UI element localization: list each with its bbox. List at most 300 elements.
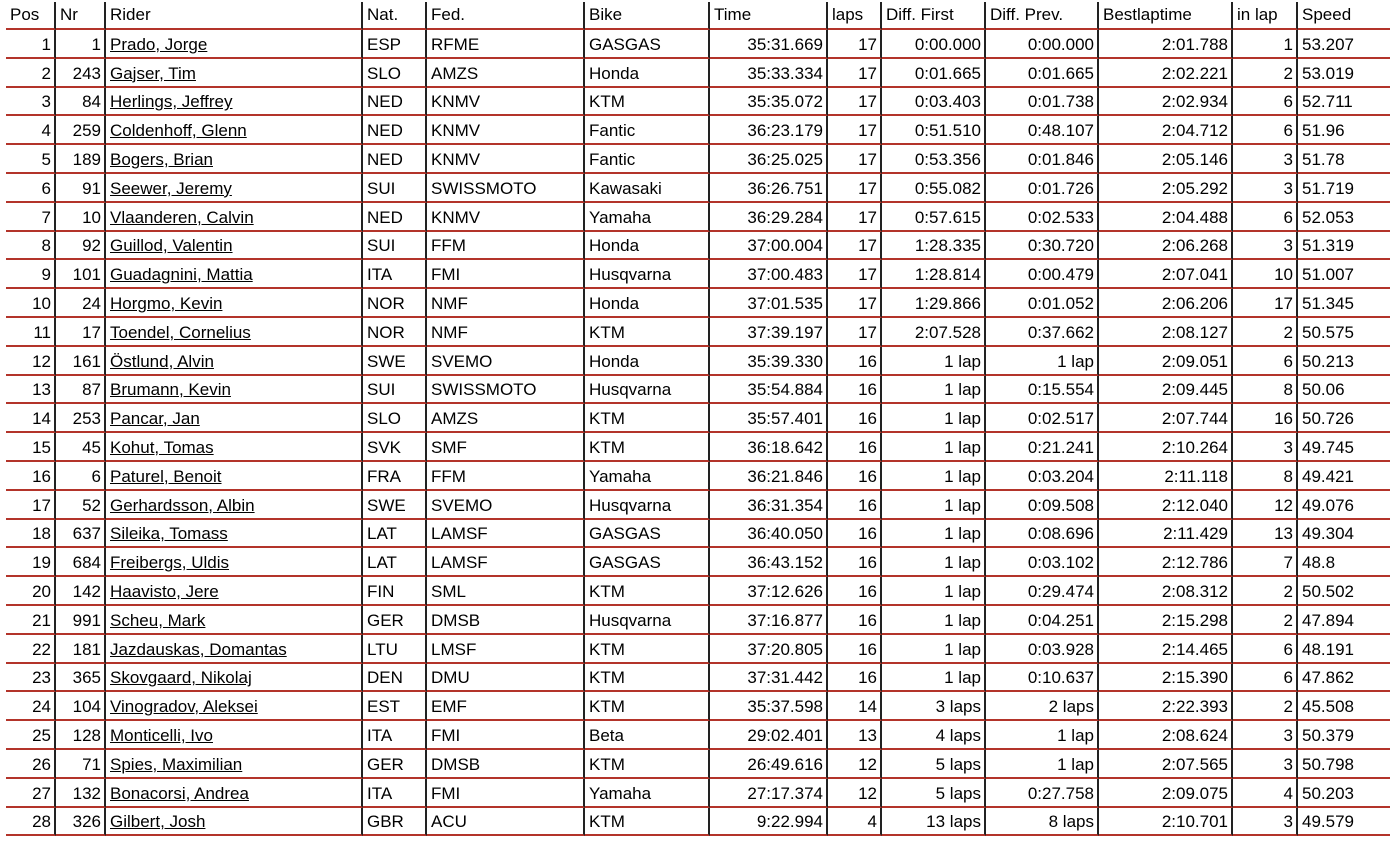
diff-prev-cell: 2 laps — [986, 692, 1099, 721]
rider-link[interactable]: Jazdauskas, Domantas — [110, 639, 287, 659]
pos-cell: 3 — [6, 88, 56, 117]
speed-cell: 49.579 — [1298, 808, 1390, 837]
bestlaptime-cell: 2:05.146 — [1099, 145, 1233, 174]
rider-cell — [106, 462, 363, 491]
time-cell: 35:39.330 — [710, 347, 828, 376]
speed-cell: 49.745 — [1298, 433, 1390, 462]
speed-cell: 47.862 — [1298, 664, 1390, 693]
laps-cell: 17 — [828, 59, 882, 88]
diff-prev-cell: 0:48.107 — [986, 116, 1099, 145]
rider-cell — [106, 491, 363, 520]
table-row — [6, 30, 1390, 59]
pos-cell: 13 — [6, 376, 56, 405]
fed-cell: LAMSF — [427, 520, 585, 549]
laps-cell: 16 — [828, 376, 882, 405]
speed-cell: 53.019 — [1298, 59, 1390, 88]
pos-cell: 22 — [6, 635, 56, 664]
diff-prev-cell: 0:04.251 — [986, 606, 1099, 635]
bike-cell: KTM — [585, 433, 710, 462]
laps-cell: 16 — [828, 606, 882, 635]
diff-first-cell: 1 lap — [882, 548, 986, 577]
bestlaptime-cell: 2:06.206 — [1099, 289, 1233, 318]
bestlaptime-cell: 2:01.788 — [1099, 30, 1233, 59]
rider-link[interactable]: Guillod, Valentin — [110, 236, 233, 256]
in-lap-cell: 1 — [1233, 30, 1298, 59]
rider-link[interactable]: Monticelli, Ivo — [110, 725, 213, 745]
diff-first-cell: 1 lap — [882, 577, 986, 606]
in-lap-cell: 13 — [1233, 520, 1298, 549]
diff-first-cell: 1 lap — [882, 635, 986, 664]
bike-cell: Beta — [585, 721, 710, 750]
rider-cell — [106, 433, 363, 462]
table-row — [6, 808, 1390, 837]
bike-cell: Fantic — [585, 116, 710, 145]
time-cell: 37:00.004 — [710, 232, 828, 261]
diff-prev-cell: 0:01.846 — [986, 145, 1099, 174]
table-row — [6, 116, 1390, 145]
diff-first-cell: 0:01.665 — [882, 59, 986, 88]
bestlaptime-cell: 2:07.744 — [1099, 404, 1233, 433]
laps-cell: 16 — [828, 347, 882, 376]
bike-cell: Kawasaki — [585, 174, 710, 203]
rider-link[interactable]: Paturel, Benoit — [110, 466, 222, 486]
nat-cell: ESP — [363, 30, 427, 59]
col-header-nat: Nat. — [363, 2, 427, 30]
rider-link[interactable]: Coldenhoff, Glenn — [110, 121, 247, 141]
pos-cell: 21 — [6, 606, 56, 635]
time-cell: 37:00.483 — [710, 260, 828, 289]
bike-cell: Yamaha — [585, 203, 710, 232]
fed-cell: ACU — [427, 808, 585, 837]
rider-link[interactable]: Toendel, Cornelius — [110, 322, 251, 342]
nat-cell: SWE — [363, 347, 427, 376]
diff-prev-cell: 0:10.637 — [986, 664, 1099, 693]
rider-link[interactable]: Prado, Jorge — [110, 34, 208, 54]
diff-first-cell: 0:51.510 — [882, 116, 986, 145]
col-header-diff-prev: Diff. Prev. — [986, 2, 1099, 30]
laps-cell: 16 — [828, 491, 882, 520]
nr-cell: 91 — [56, 174, 106, 203]
fed-cell: FMI — [427, 260, 585, 289]
bestlaptime-cell: 2:15.298 — [1099, 606, 1233, 635]
rider-link[interactable]: Kohut, Tomas — [110, 437, 214, 457]
in-lap-cell: 2 — [1233, 692, 1298, 721]
diff-prev-cell: 0:08.696 — [986, 520, 1099, 549]
table-row — [6, 520, 1390, 549]
pos-cell: 17 — [6, 491, 56, 520]
diff-prev-cell: 0:09.508 — [986, 491, 1099, 520]
bike-cell: GASGAS — [585, 520, 710, 549]
in-lap-cell: 6 — [1233, 635, 1298, 664]
rider-cell — [106, 347, 363, 376]
bestlaptime-cell: 2:08.312 — [1099, 577, 1233, 606]
table-row — [6, 404, 1390, 433]
bestlaptime-cell: 2:04.712 — [1099, 116, 1233, 145]
rider-link[interactable]: Skovgaard, Nikolaj — [110, 668, 252, 688]
nat-cell: ITA — [363, 779, 427, 808]
bike-cell: KTM — [585, 404, 710, 433]
pos-cell: 9 — [6, 260, 56, 289]
col-header-laps: laps — [828, 2, 882, 30]
diff-prev-cell: 0:30.720 — [986, 232, 1099, 261]
laps-cell: 17 — [828, 30, 882, 59]
rider-cell — [106, 808, 363, 837]
rider-link[interactable]: Gerhardsson, Albin — [110, 495, 255, 515]
in-lap-cell: 8 — [1233, 462, 1298, 491]
rider-link[interactable]: Herlings, Jeffrey — [110, 92, 233, 112]
time-cell: 37:01.535 — [710, 289, 828, 318]
time-cell: 37:20.805 — [710, 635, 828, 664]
diff-prev-cell: 0:03.204 — [986, 462, 1099, 491]
laps-cell: 16 — [828, 635, 882, 664]
nat-cell: SUI — [363, 174, 427, 203]
laps-cell: 16 — [828, 520, 882, 549]
pos-cell: 15 — [6, 433, 56, 462]
diff-prev-cell: 0:15.554 — [986, 376, 1099, 405]
diff-first-cell: 1:28.335 — [882, 232, 986, 261]
col-header-fed: Fed. — [427, 2, 585, 30]
table-row — [6, 145, 1390, 174]
table-row — [6, 433, 1390, 462]
laps-cell: 17 — [828, 116, 882, 145]
pos-cell: 4 — [6, 116, 56, 145]
nr-cell: 104 — [56, 692, 106, 721]
bestlaptime-cell: 2:15.390 — [1099, 664, 1233, 693]
nr-cell: 161 — [56, 347, 106, 376]
time-cell: 35:57.401 — [710, 404, 828, 433]
col-header-nr: Nr — [56, 2, 106, 30]
time-cell: 37:12.626 — [710, 577, 828, 606]
in-lap-cell: 6 — [1233, 664, 1298, 693]
nr-cell: 253 — [56, 404, 106, 433]
speed-cell: 48.191 — [1298, 635, 1390, 664]
diff-first-cell: 1 lap — [882, 376, 986, 405]
bestlaptime-cell: 2:09.075 — [1099, 779, 1233, 808]
bike-cell: Honda — [585, 347, 710, 376]
table-row — [6, 577, 1390, 606]
fed-cell: FFM — [427, 462, 585, 491]
table-row — [6, 462, 1390, 491]
rider-cell — [106, 520, 363, 549]
rider-link[interactable]: Scheu, Mark — [110, 610, 206, 630]
col-header-time: Time — [710, 2, 828, 30]
nat-cell: LAT — [363, 548, 427, 577]
pos-cell: 27 — [6, 779, 56, 808]
nat-cell: FRA — [363, 462, 427, 491]
rider-link[interactable]: Vinogradov, Aleksei — [110, 697, 258, 717]
col-header-bike: Bike — [585, 2, 710, 30]
fed-cell: NMF — [427, 318, 585, 347]
fed-cell: SMF — [427, 433, 585, 462]
laps-cell: 16 — [828, 548, 882, 577]
laps-cell: 16 — [828, 433, 882, 462]
speed-cell: 51.96 — [1298, 116, 1390, 145]
rider-cell — [106, 289, 363, 318]
rider-cell — [106, 750, 363, 779]
bestlaptime-cell: 2:08.624 — [1099, 721, 1233, 750]
bike-cell: Yamaha — [585, 462, 710, 491]
rider-link[interactable]: Spies, Maximilian — [110, 754, 243, 774]
fed-cell: SWISSMOTO — [427, 174, 585, 203]
diff-prev-cell: 0:03.928 — [986, 635, 1099, 664]
bike-cell: GASGAS — [585, 548, 710, 577]
col-header-speed: Speed — [1298, 2, 1390, 30]
speed-cell: 51.319 — [1298, 232, 1390, 261]
diff-prev-cell: 0:01.726 — [986, 174, 1099, 203]
fed-cell: SVEMO — [427, 491, 585, 520]
rider-link[interactable]: Haavisto, Jere — [110, 581, 219, 601]
time-cell: 29:02.401 — [710, 721, 828, 750]
nat-cell: FIN — [363, 577, 427, 606]
nat-cell: NOR — [363, 318, 427, 347]
speed-cell: 50.726 — [1298, 404, 1390, 433]
fed-cell: DMU — [427, 664, 585, 693]
rider-link[interactable]: Östlund, Alvin — [110, 351, 214, 371]
time-cell: 35:35.072 — [710, 88, 828, 117]
in-lap-cell: 3 — [1233, 808, 1298, 837]
rider-link[interactable]: Bogers, Brian — [110, 149, 213, 169]
nat-cell: ITA — [363, 260, 427, 289]
rider-cell — [106, 116, 363, 145]
diff-first-cell: 13 laps — [882, 808, 986, 837]
nat-cell: LAT — [363, 520, 427, 549]
nr-cell: 92 — [56, 232, 106, 261]
laps-cell: 17 — [828, 318, 882, 347]
speed-cell: 52.053 — [1298, 203, 1390, 232]
nr-cell: 181 — [56, 635, 106, 664]
speed-cell: 50.379 — [1298, 721, 1390, 750]
bike-cell: KTM — [585, 808, 710, 837]
rider-link[interactable]: Brumann, Kevin — [110, 380, 231, 400]
fed-cell: RFME — [427, 30, 585, 59]
laps-cell: 4 — [828, 808, 882, 837]
diff-prev-cell: 0:01.665 — [986, 59, 1099, 88]
nat-cell: GBR — [363, 808, 427, 837]
rider-link[interactable]: Vlaanderen, Calvin — [110, 207, 254, 227]
bike-cell: KTM — [585, 577, 710, 606]
bike-cell: KTM — [585, 750, 710, 779]
pos-cell: 10 — [6, 289, 56, 318]
nr-cell: 189 — [56, 145, 106, 174]
nr-cell: 991 — [56, 606, 106, 635]
nat-cell: ITA — [363, 721, 427, 750]
nr-cell: 1 — [56, 30, 106, 59]
laps-cell: 12 — [828, 779, 882, 808]
speed-cell: 51.719 — [1298, 174, 1390, 203]
nat-cell: NED — [363, 203, 427, 232]
nr-cell: 243 — [56, 59, 106, 88]
nat-cell: NED — [363, 88, 427, 117]
rider-cell — [106, 30, 363, 59]
nr-cell: 365 — [56, 664, 106, 693]
nat-cell: DEN — [363, 664, 427, 693]
nat-cell: NOR — [363, 289, 427, 318]
fed-cell: SWISSMOTO — [427, 376, 585, 405]
diff-prev-cell: 0:02.533 — [986, 203, 1099, 232]
fed-cell: FMI — [427, 779, 585, 808]
time-cell: 36:18.642 — [710, 433, 828, 462]
rider-cell — [106, 59, 363, 88]
in-lap-cell: 6 — [1233, 347, 1298, 376]
pos-cell: 19 — [6, 548, 56, 577]
bestlaptime-cell: 2:06.268 — [1099, 232, 1233, 261]
diff-prev-cell: 0:01.738 — [986, 88, 1099, 117]
laps-cell: 16 — [828, 577, 882, 606]
speed-cell: 49.076 — [1298, 491, 1390, 520]
diff-prev-cell: 1 lap — [986, 347, 1099, 376]
fed-cell: KNMV — [427, 88, 585, 117]
fed-cell: KNMV — [427, 116, 585, 145]
speed-cell: 50.502 — [1298, 577, 1390, 606]
pos-cell: 14 — [6, 404, 56, 433]
bestlaptime-cell: 2:09.445 — [1099, 376, 1233, 405]
laps-cell: 17 — [828, 174, 882, 203]
rider-cell — [106, 779, 363, 808]
laps-cell: 16 — [828, 664, 882, 693]
bestlaptime-cell: 2:14.465 — [1099, 635, 1233, 664]
time-cell: 35:37.598 — [710, 692, 828, 721]
bestlaptime-cell: 2:22.393 — [1099, 692, 1233, 721]
diff-prev-cell: 1 lap — [986, 750, 1099, 779]
nr-cell: 84 — [56, 88, 106, 117]
rider-cell — [106, 692, 363, 721]
rider-cell — [106, 232, 363, 261]
speed-cell: 50.575 — [1298, 318, 1390, 347]
nr-cell: 52 — [56, 491, 106, 520]
nat-cell: LTU — [363, 635, 427, 664]
table-row — [6, 721, 1390, 750]
in-lap-cell: 8 — [1233, 376, 1298, 405]
table-row — [6, 203, 1390, 232]
table-row — [6, 318, 1390, 347]
rider-link[interactable]: Gajser, Tim — [110, 63, 196, 83]
diff-first-cell: 5 laps — [882, 750, 986, 779]
bike-cell: Honda — [585, 232, 710, 261]
speed-cell: 50.798 — [1298, 750, 1390, 779]
rider-cell — [106, 606, 363, 635]
time-cell: 27:17.374 — [710, 779, 828, 808]
nr-cell: 87 — [56, 376, 106, 405]
diff-prev-cell: 0:37.662 — [986, 318, 1099, 347]
diff-first-cell: 1 lap — [882, 462, 986, 491]
rider-link[interactable]: Guadagnini, Mattia — [110, 265, 253, 285]
table-row — [6, 548, 1390, 577]
diff-prev-cell: 0:01.052 — [986, 289, 1099, 318]
in-lap-cell: 6 — [1233, 116, 1298, 145]
rider-link[interactable]: Gilbert, Josh — [110, 812, 206, 832]
nr-cell: 71 — [56, 750, 106, 779]
time-cell: 36:21.846 — [710, 462, 828, 491]
bestlaptime-cell: 2:11.429 — [1099, 520, 1233, 549]
nr-cell: 101 — [56, 260, 106, 289]
diff-first-cell: 1:29.866 — [882, 289, 986, 318]
bestlaptime-cell: 2:02.221 — [1099, 59, 1233, 88]
rider-cell — [106, 174, 363, 203]
nr-cell: 637 — [56, 520, 106, 549]
rider-link[interactable]: Bonacorsi, Andrea — [110, 783, 249, 803]
pos-cell: 18 — [6, 520, 56, 549]
laps-cell: 14 — [828, 692, 882, 721]
nat-cell: SLO — [363, 404, 427, 433]
bike-cell: Husqvarna — [585, 606, 710, 635]
results-body — [6, 30, 1390, 836]
nat-cell: SUI — [363, 232, 427, 261]
nr-cell: 326 — [56, 808, 106, 837]
in-lap-cell: 2 — [1233, 318, 1298, 347]
in-lap-cell: 16 — [1233, 404, 1298, 433]
in-lap-cell: 3 — [1233, 145, 1298, 174]
rider-link[interactable]: Seewer, Jeremy — [110, 178, 232, 198]
laps-cell: 17 — [828, 88, 882, 117]
nr-cell: 142 — [56, 577, 106, 606]
in-lap-cell: 3 — [1233, 433, 1298, 462]
time-cell: 36:25.025 — [710, 145, 828, 174]
nr-cell: 10 — [56, 203, 106, 232]
table-row — [6, 260, 1390, 289]
diff-prev-cell: 0:29.474 — [986, 577, 1099, 606]
nr-cell: 6 — [56, 462, 106, 491]
nat-cell: SUI — [363, 376, 427, 405]
in-lap-cell: 2 — [1233, 577, 1298, 606]
bestlaptime-cell: 2:09.051 — [1099, 347, 1233, 376]
time-cell: 36:29.284 — [710, 203, 828, 232]
table-row — [6, 692, 1390, 721]
table-row — [6, 347, 1390, 376]
bike-cell: Fantic — [585, 145, 710, 174]
table-row — [6, 491, 1390, 520]
bestlaptime-cell: 2:07.041 — [1099, 260, 1233, 289]
in-lap-cell: 17 — [1233, 289, 1298, 318]
time-cell: 37:39.197 — [710, 318, 828, 347]
pos-cell: 6 — [6, 174, 56, 203]
bike-cell: KTM — [585, 692, 710, 721]
pos-cell: 2 — [6, 59, 56, 88]
col-header-rider: Rider — [106, 2, 363, 30]
nr-cell: 17 — [56, 318, 106, 347]
table-row — [6, 376, 1390, 405]
time-cell: 36:40.050 — [710, 520, 828, 549]
rider-link[interactable]: Horgmo, Kevin — [110, 293, 223, 313]
time-cell: 37:16.877 — [710, 606, 828, 635]
in-lap-cell: 7 — [1233, 548, 1298, 577]
speed-cell: 48.8 — [1298, 548, 1390, 577]
rider-link[interactable]: Sileika, Tomass — [110, 524, 228, 544]
bike-cell: GASGAS — [585, 30, 710, 59]
bike-cell: Yamaha — [585, 779, 710, 808]
speed-cell: 53.207 — [1298, 30, 1390, 59]
bestlaptime-cell: 2:07.565 — [1099, 750, 1233, 779]
laps-cell: 17 — [828, 260, 882, 289]
table-row — [6, 664, 1390, 693]
speed-cell: 50.203 — [1298, 779, 1390, 808]
diff-first-cell: 3 laps — [882, 692, 986, 721]
in-lap-cell: 3 — [1233, 750, 1298, 779]
rider-cell — [106, 577, 363, 606]
table-row — [6, 606, 1390, 635]
diff-first-cell: 0:55.082 — [882, 174, 986, 203]
rider-link[interactable]: Pancar, Jan — [110, 409, 200, 429]
laps-cell: 17 — [828, 203, 882, 232]
rider-link[interactable]: Freibergs, Uldis — [110, 553, 230, 573]
bike-cell: KTM — [585, 635, 710, 664]
fed-cell: DMSB — [427, 606, 585, 635]
diff-prev-cell: 8 laps — [986, 808, 1099, 837]
diff-first-cell: 1 lap — [882, 606, 986, 635]
diff-first-cell: 0:57.615 — [882, 203, 986, 232]
nat-cell: NED — [363, 116, 427, 145]
in-lap-cell: 2 — [1233, 59, 1298, 88]
laps-cell: 16 — [828, 462, 882, 491]
